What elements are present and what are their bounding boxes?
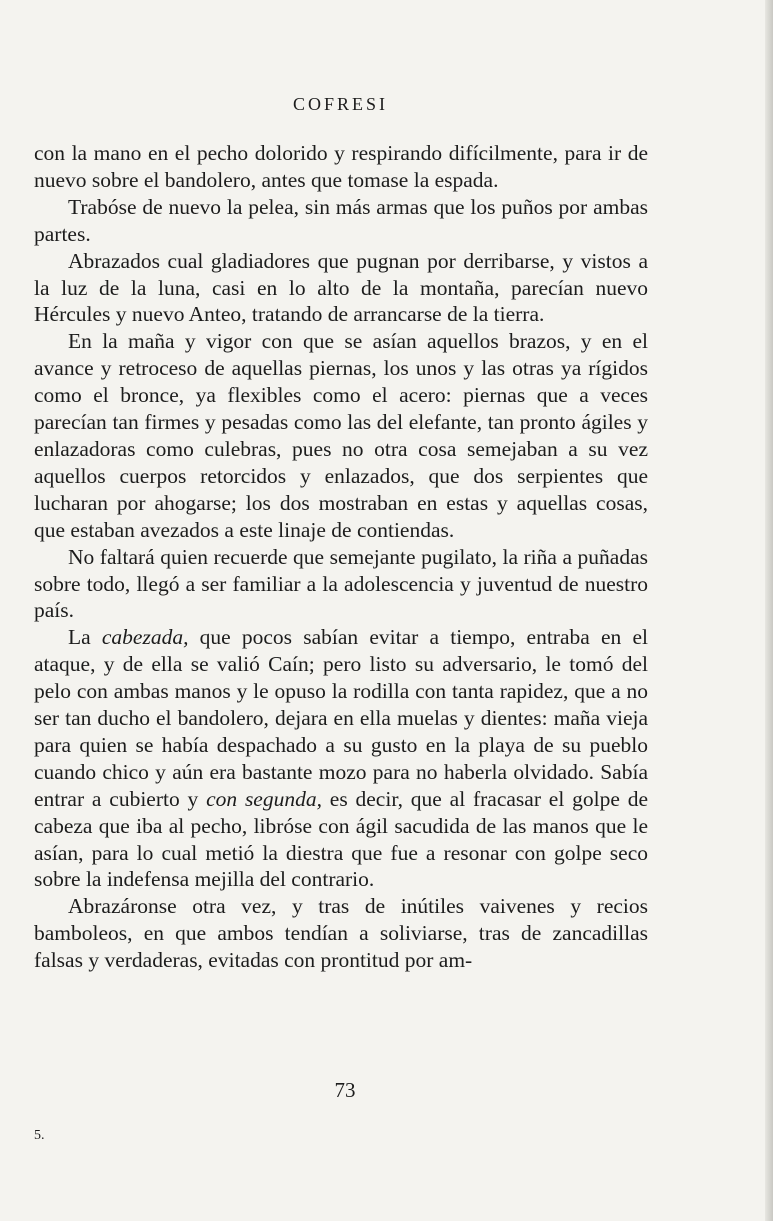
paragraph (34, 544, 648, 625)
paragraph-text: Abrazados cual gladiadores que pugnan por derribarse, y vistos a la luz de la luna, casi en lo alto de la montaña, parecían nuevo Hércules y nuevo Anteo, tratando de arrancarse de la tierra. (34, 248, 648, 327)
paragraph (34, 624, 648, 893)
running-head: COFRESI (292, 94, 389, 114)
paragraph-text: Trabóse de nuevo la pelea, sin más armas que los puños por ambas partes. (34, 194, 648, 246)
paragraph (34, 893, 648, 974)
signature-mark: 5. (34, 1128, 45, 1143)
paragraph-text: Abrazáronse otra vez, y tras de inútiles vaivenes y recios bamboleos, en que ambos tendían a soliviarse, tras de zancadillas falsas y verdaderas, evitadas con prontitud por am- (34, 894, 648, 973)
body-text (34, 140, 648, 974)
page-number: 73 (334, 1078, 356, 1102)
paragraph (34, 328, 648, 543)
paragraph (34, 140, 648, 194)
italic-text: con segunda, (206, 786, 322, 811)
paragraph-text: que pocos sabían evitar a tiempo, entraba en el ataque, y de ella se valió Caín; pero listo su adversario, le tomó del pelo con ambas manos y le opuso la rodilla con tanta rapidez, que a no ser tan ducho el bandolero, dejara en ella muelas y dientes: maña vieja para quien se había despachado a su gusto en la playa de su pueblo cuando chico y aún era bastante mozo para no haberla olvidado. Sabía entrar a cubierto y (34, 625, 648, 811)
paragraph (34, 248, 648, 329)
paragraph-text: es decir, que al fracasar el golpe de cabeza que iba al pecho, libróse con ágil sacudida de las manos que le asían, para lo cual metió la diestra que fue a resonar con golpe seco sobre la indefensa mejilla del contrario. (34, 786, 648, 892)
paragraph-text: No faltará quien recuerde que semejante pugilato, la riña a puñadas sobre todo, llegó a ser familiar a la adolescencia y juventud de nuestro país. (34, 544, 648, 623)
paragraph-text: con la mano en el pecho dolorido y respirando difícilmente, para ir de nuevo sobre el bandolero, antes que tomase la espada. (34, 141, 648, 192)
paragraph-text: La (68, 625, 102, 650)
italic-text: cabezada, (101, 625, 189, 650)
paragraph-text: En la maña y vigor con que se asían aquellos brazos, y en el avance y retroceso de aquellas piernas, los unos y las otras ya rígidos como el bronce, ya flexibles como el acero: piernas que a veces parecían tan firmes y pesadas como las del elefante, tan pronto ágiles y enlazadoras como culebras, pues no otra cosa semejaban a su vez aquellos cuerpos retorcidos y enlazados, que dos serpientes que lucharan por ahogarse; los dos mostraban en estas y aquellas cosas, que estaban avezados a este linaje de contiendas. (34, 329, 648, 542)
page-edge-shadow (765, 0, 773, 1221)
paragraph (34, 194, 648, 248)
